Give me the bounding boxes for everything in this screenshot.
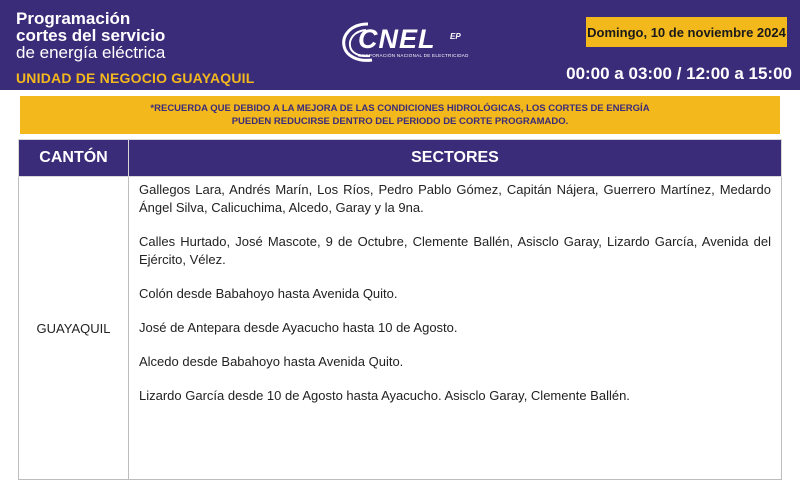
- page-title: [16, 10, 165, 61]
- sector-item: Lizardo García desde 10 de Agosto hasta Ayacucho. Asisclo Garay, Clemente Ballén.: [139, 388, 630, 403]
- sector-item: José de Antepara desde Ayacucho hasta 10 de Agosto.: [139, 320, 458, 335]
- notice-line-1: *RECUERDA QUE DEBIDO A LA MEJORA DE LAS CONDICIONES HIDROLÓGICAS, LOS CORTES DE ENERGÍA: [150, 103, 650, 114]
- date-badge: Domingo, 10 de noviembre 2024: [586, 17, 787, 47]
- outage-table: [18, 139, 782, 480]
- time-range: 00:00 a 03:00 / 12:00 a 15:00: [566, 64, 792, 83]
- business-unit-label: UNIDAD DE NEGOCIO GUAYAQUIL: [16, 70, 255, 86]
- notice-line-2: PUEDEN REDUCIRSE DENTRO DEL PERIODO DE CORTE PROGRAMADO.: [231, 116, 569, 127]
- sector-item: Calles Hurtado, José Mascote, 9 de Octubre, Clemente Ballén, Asisclo Garay, Lizardo García, Avenida del Ejército, Vélez.: [139, 234, 771, 267]
- sectors-cell: [129, 177, 782, 480]
- header-canton: CANTÓN: [19, 140, 129, 177]
- logo-wordmark: CNEL: [358, 24, 436, 54]
- sector-item: Alcedo desde Babahoyo hasta Avenida Quito.: [139, 354, 404, 369]
- logo-tagline: CORPORACIÓN NACIONAL DE ELECTRICIDAD: [358, 53, 469, 58]
- page-header: [0, 0, 800, 90]
- title-line-2: cortes del servicio: [16, 26, 166, 45]
- cnel-logo: [338, 18, 488, 68]
- canton-cell: GUAYAQUIL: [19, 177, 129, 480]
- sector-item: Gallegos Lara, Andrés Marín, Los Ríos, Pedro Pablo Gómez, Capitán Nájera, Guerrero Martínez, Medardo Ángel Silva, Calicuchima, Alcedo, Garay y la 9na.: [139, 182, 771, 215]
- header-sectors: SECTORES: [129, 140, 782, 177]
- table-header-row: [19, 140, 782, 177]
- logo-superscript: EP: [450, 32, 461, 41]
- sector-item: Colón desde Babahoyo hasta Avenida Quito.: [139, 286, 398, 301]
- title-line-1: Programación: [16, 9, 131, 28]
- notice-banner: [20, 96, 780, 134]
- table-row: [19, 177, 782, 480]
- title-line-3: de energía eléctrica: [16, 43, 166, 62]
